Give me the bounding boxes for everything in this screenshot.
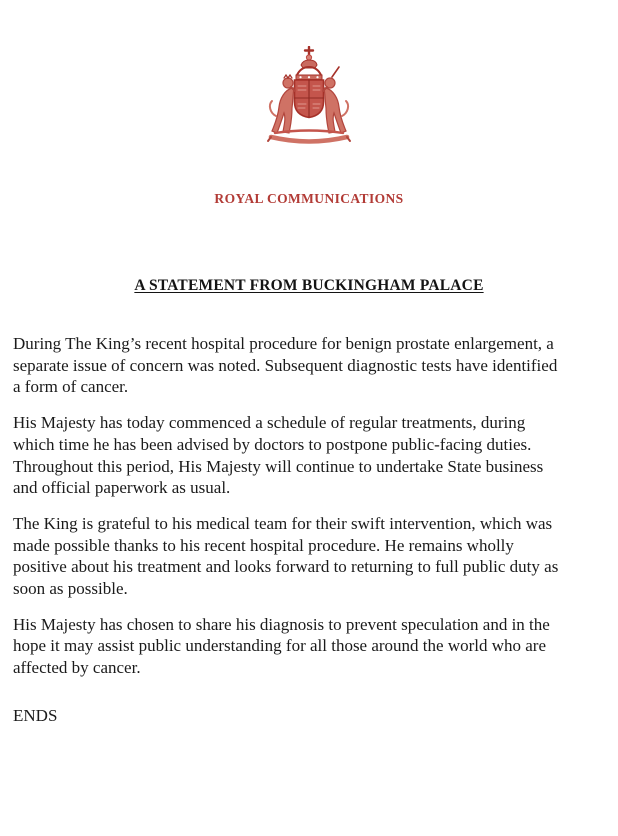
statement-paragraph: His Majesty has chosen to share his diagnosis to prevent speculation and in the hope it may assist public understanding for all those around the world who are affected by cancer. [13,614,550,678]
ends-marker: ENDS [13,705,58,725]
letterhead-crest [0,0,618,151]
statement-paragraph: During The King’s recent hospital procedure for benign prostate enlargement, a separate issue of concern was noted. Subsequent diagnostic tests have identified a form of cancer. [13,334,558,397]
statement-heading: A STATEMENT FROM BUCKINGHAM PALACE [134,277,484,294]
statement-paragraph: The King is grateful to his medical team for their swift intervention, which was made possible thanks to his recent hospital procedure. He remains wholly positive about his treatment and looks forward to returning to full public duty as soon as possible. [13,513,559,599]
statement-body [13,333,606,727]
letterhead-title: ROYAL COMMUNICATIONS [214,191,404,206]
statement-paragraph: His Majesty has today commenced a schedule of regular treatments, during which time he has been advised by doctors to postpone public-facing duties. Throughout this period, His Majesty will continue to undertake State business and official paperwork as usual. [13,413,544,498]
royal-coat-of-arms-icon [261,46,357,146]
